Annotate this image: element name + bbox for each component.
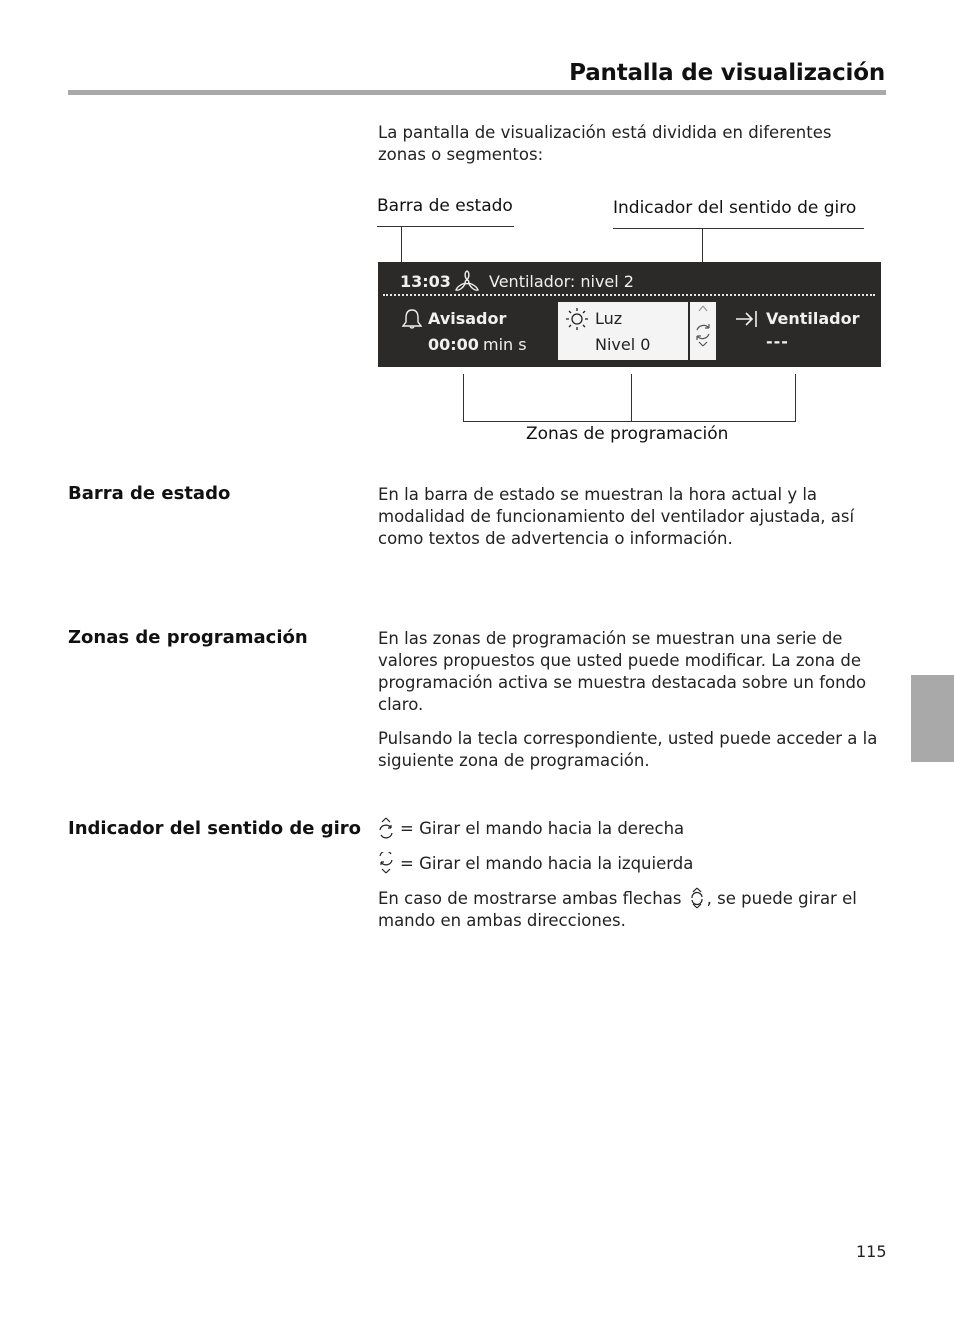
active-zone (558, 302, 688, 360)
lcd-display (378, 262, 881, 367)
zone2-value: Nivel 0 (595, 335, 651, 354)
page-tab (911, 675, 954, 762)
rotate-left-text: = Girar el mando hacia la izquierda (400, 853, 694, 873)
rotate-right-icon (378, 817, 394, 839)
label-rotation: Indicador del sentido de giro (613, 198, 857, 218)
rotate-both-icon (690, 887, 704, 909)
zone1-value: 00:00 (428, 335, 479, 354)
zones-bracket-middle (631, 374, 632, 422)
fan-icon (454, 270, 480, 296)
zones-paragraph-2: Pulsando la tecla correspondiente, usted puede acceder a la siguiente zona de programación. (378, 729, 878, 770)
zones-paragraph-1: En las zonas de programación se muestran una serie de valores propuestos que usted puede modificar. La zona de programación activa se muestra destacada sobre un fondo claro. (378, 629, 867, 714)
zone1-unit: min s (483, 335, 527, 354)
zone2-label: Luz (595, 309, 623, 328)
zones-bracket-base (463, 421, 796, 422)
rotation-underline (613, 228, 864, 229)
heading-status-bar: Barra de estado (68, 483, 231, 504)
arrow-to-bar-icon (734, 308, 760, 334)
status-bar-pointer (401, 226, 402, 262)
rotate-right-text: = Girar el mando hacia la derecha (400, 818, 685, 838)
zone3-label: Ventilador (766, 309, 860, 328)
display-time: 13:03 (400, 272, 451, 291)
title-rule (68, 90, 886, 95)
rotate-left-icon (378, 852, 394, 874)
heading-rotation: Indicador del sentido de giro (68, 818, 361, 839)
sun-icon (564, 306, 590, 336)
zone1-label: Avisador (428, 309, 507, 328)
intro-paragraph: La pantalla de visualización está dividida en diferentes zonas o segmentos: (378, 123, 832, 164)
status-bar-paragraph: En la barra de estado se muestran la hora actual y la modalidad de funcionamiento del ventilador ajustada, así como textos de advertencia o información. (378, 485, 855, 548)
rotate-left-line (378, 852, 693, 874)
rotate-right-line (378, 817, 684, 839)
rotation-indicator (690, 302, 716, 360)
zones-bracket-left (463, 374, 464, 422)
zones-bracket-right (795, 374, 796, 422)
status-bar-underline (377, 226, 514, 227)
zone3-value: --- (766, 332, 789, 351)
rotate-both-text-after: , se puede girar el mando en ambas direcciones. (378, 889, 857, 930)
label-status-bar: Barra de estado (377, 196, 513, 216)
page-number: 115 (856, 1242, 887, 1261)
heading-zones: Zonas de programación (68, 627, 308, 648)
page-title: Pantalla de visualización (569, 60, 885, 86)
label-zones: Zonas de programación (526, 424, 729, 444)
rotate-both-text-before: En caso de mostrarse ambas flechas (378, 889, 682, 908)
rotate-both-paragraph (378, 887, 883, 932)
display-status: Ventilador: nivel 2 (489, 272, 634, 291)
dotted-divider (383, 294, 875, 296)
bell-icon (400, 308, 424, 334)
